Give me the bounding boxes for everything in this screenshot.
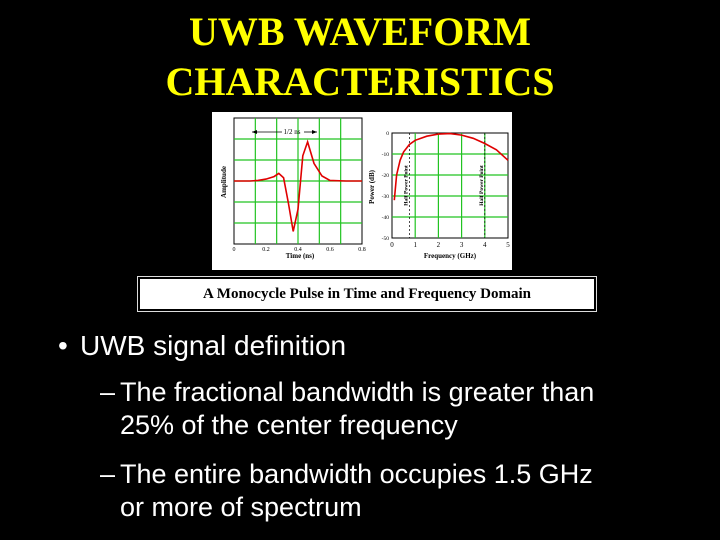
freq-y-tick-label: -50 xyxy=(381,236,389,242)
time-x-tick-label: 0.4 xyxy=(294,247,302,253)
half-power-point-label: Half Power Point xyxy=(478,165,485,206)
freq-x-tick-label: 1 xyxy=(413,241,417,249)
slide-title-line-1: UWB WAVEFORM xyxy=(189,9,531,54)
sub-bullet-text-line-2: 25% of the center frequency xyxy=(120,410,458,440)
waveform-figure-svg xyxy=(212,112,512,270)
time-x-tick-label: 0 xyxy=(232,247,236,253)
freq-y-tick-label: 0 xyxy=(386,131,389,137)
freq-plot-ylabel: Power (dB) xyxy=(368,170,376,204)
freq-y-tick-label: -20 xyxy=(381,173,389,179)
sub-bullet-text-line-1: The fractional bandwidth is greater than xyxy=(120,377,595,407)
half-power-point-label: Half Power Point xyxy=(403,165,410,206)
bullet-text: UWB signal definition xyxy=(80,330,347,361)
freq-x-tick-label: 3 xyxy=(459,241,464,249)
freq-y-tick-label: -10 xyxy=(381,152,389,158)
freq-x-tick-label: 5 xyxy=(506,241,510,249)
waveform-figure xyxy=(212,112,512,270)
time-plot-xlabel: Time (ns) xyxy=(285,252,315,260)
freq-y-tick-label: -30 xyxy=(381,194,389,200)
freq-plot-x-ticks xyxy=(390,241,510,249)
freq-x-tick-label: 0 xyxy=(390,241,394,249)
freq-x-tick-label: 2 xyxy=(436,241,441,249)
time-plot-ylabel: Amplitude xyxy=(220,166,228,198)
freq-plot-xlabel: Frequency (GHz) xyxy=(423,252,477,260)
frequency-domain-plot xyxy=(368,131,510,260)
freq-plot-y-ticks xyxy=(382,131,390,242)
bullet-item xyxy=(58,328,346,364)
sub-bullet-dash: – xyxy=(100,459,116,489)
time-plot-annotation: 1/2 ns xyxy=(283,128,301,136)
time-domain-plot xyxy=(220,118,366,260)
sub-bullet-dash: – xyxy=(100,377,116,407)
time-x-tick-label: 0.8 xyxy=(358,247,366,253)
sub-bullet-text-line-1: The entire bandwidth occupies 1.5 GHz xyxy=(120,459,593,489)
time-x-tick-label: 0.6 xyxy=(326,247,334,253)
figure-caption: A Monocycle Pulse in Time and Frequency Domain xyxy=(138,277,596,311)
freq-x-tick-label: 4 xyxy=(483,241,487,249)
slide-title-line-2: CHARACTERISTICS xyxy=(165,59,555,104)
freq-y-tick-label: -40 xyxy=(381,215,389,221)
time-x-tick-label: 0.2 xyxy=(262,247,270,253)
bullet-marker: • xyxy=(58,330,68,361)
sub-bullet-text-line-2: or more of spectrum xyxy=(120,492,362,522)
